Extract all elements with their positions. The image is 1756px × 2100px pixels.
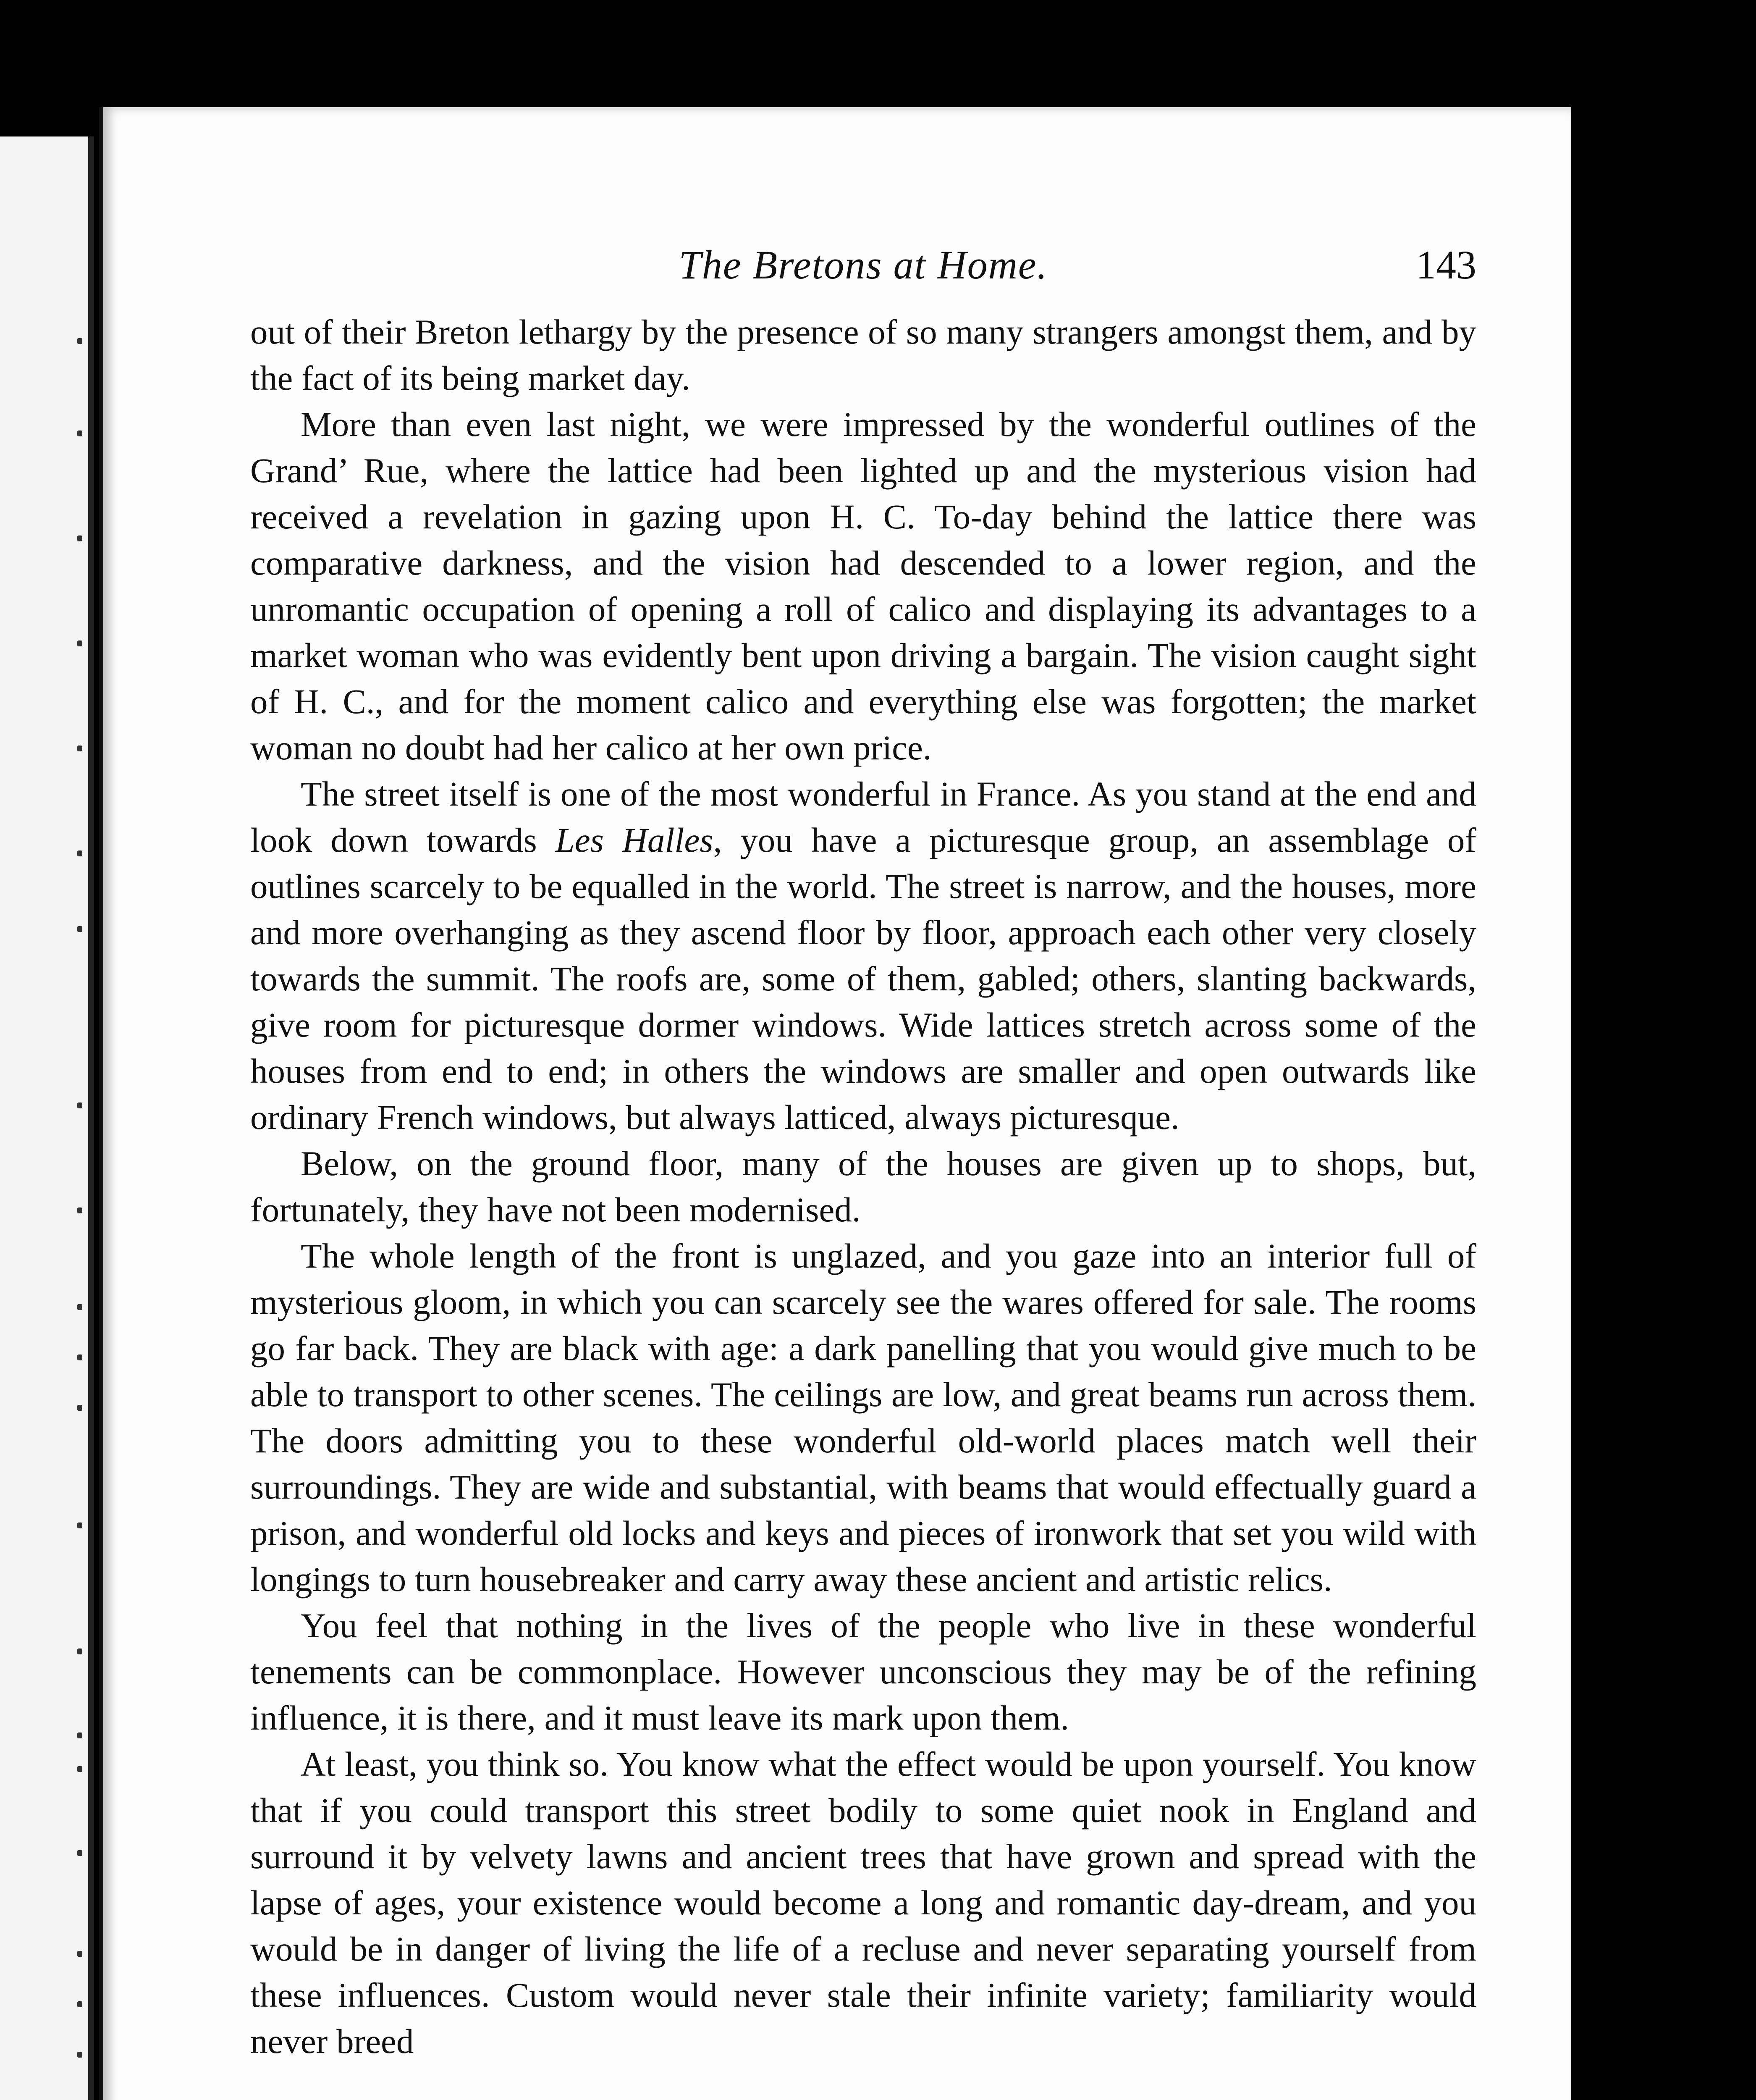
paragraph: The whole length of the front is unglazed, and you gaze into an interior full of mysterious gloom, in which you can scarcely see the wares offered for sale. The rooms go far back. They are black with age: a dark panelling that you would give much to be able to transport to other scenes. The ceilings are low, and great beams run across them. The doors admitting you to these wonderful old-world places match well their surroundings. They are wide and substantial, with beams that would effectually guard a prison, and wonderful old locks and keys and pieces of ironwork that set you wild with longings to turn housebreaker and carry away these ancient and artistic relics. [250,1236,1476,1599]
previous-page-text-fragments [66,136,82,2100]
running-head [250,233,1476,300]
paragraph: More than even last night, we were impressed by the wonderful outlines of the Grand’ Rue, where the lattice had been lighted up and the mysterious vision had received a revelation in gazing upon H. C. To-day behind the lattice there was comparative darkness, and the vision had descended to a lower region, and the unromantic occupation of opening a roll of calico and displaying its advantages to a market woman who was evidently bent upon driving a bargain. The vision caught sight of H. C., and for the moment calico and everything else was forgotten; the market woman no doubt had her calico at her own price. [250,405,1476,767]
running-title: The Bretons at Home. [679,242,1048,287]
paragraph: The street itself is one of the most wonderful in France. As you stand at the end and look down towards Les Halles, you have a picturesque group, an assemblage of outlines scarcely to be equalled in the world. The street is narrow, and the houses, more and more overhanging as they ascend floor by floor, approach each other very closely towards the summit. The roofs are, some of them, gabled; others, slanting backwards, give room for picturesque dormer windows. Wide lattices stretch across some of the houses from end to end; in others the windows are smaller and open outwards like ordinary French windows, but always latticed, always picturesque. [250,774,1477,1137]
italic-place-name: Les Halles [555,821,713,859]
paragraph: You feel that nothing in the lives of the people who live in these wonderful tenements can be commonplace. However unconscious they may be of the refining influence, it is there, and it must leave its mark upon them. [250,1606,1476,1737]
book-page [99,107,1571,2100]
paragraph: At least, you think so. You know what the effect would be upon yourself. You know that if you could transport this street bodily to some quiet nook in England and surround it by velvety lawns and ancient trees that have grown and spread with the lapse of ages, your existence would become a long and romantic day-dream, and you would be in danger of living the life of a recluse and never separating yourself from these influences. Custom would never stale their infinite variety; familiarity would never breed [250,1745,1476,2061]
paragraph: out of their Breton lethargy by the presence of so many strangers amongst them, and by the fact of its being market day. [250,312,1476,397]
previous-page-edge [0,136,94,2100]
page-number: 143 [1416,242,1476,287]
paragraph: Below, on the ground floor, many of the houses are given up to shops, but, fortunately, they have not been modernised. [250,1144,1476,1229]
body-text [250,309,1476,2064]
page-content [250,233,1476,2064]
